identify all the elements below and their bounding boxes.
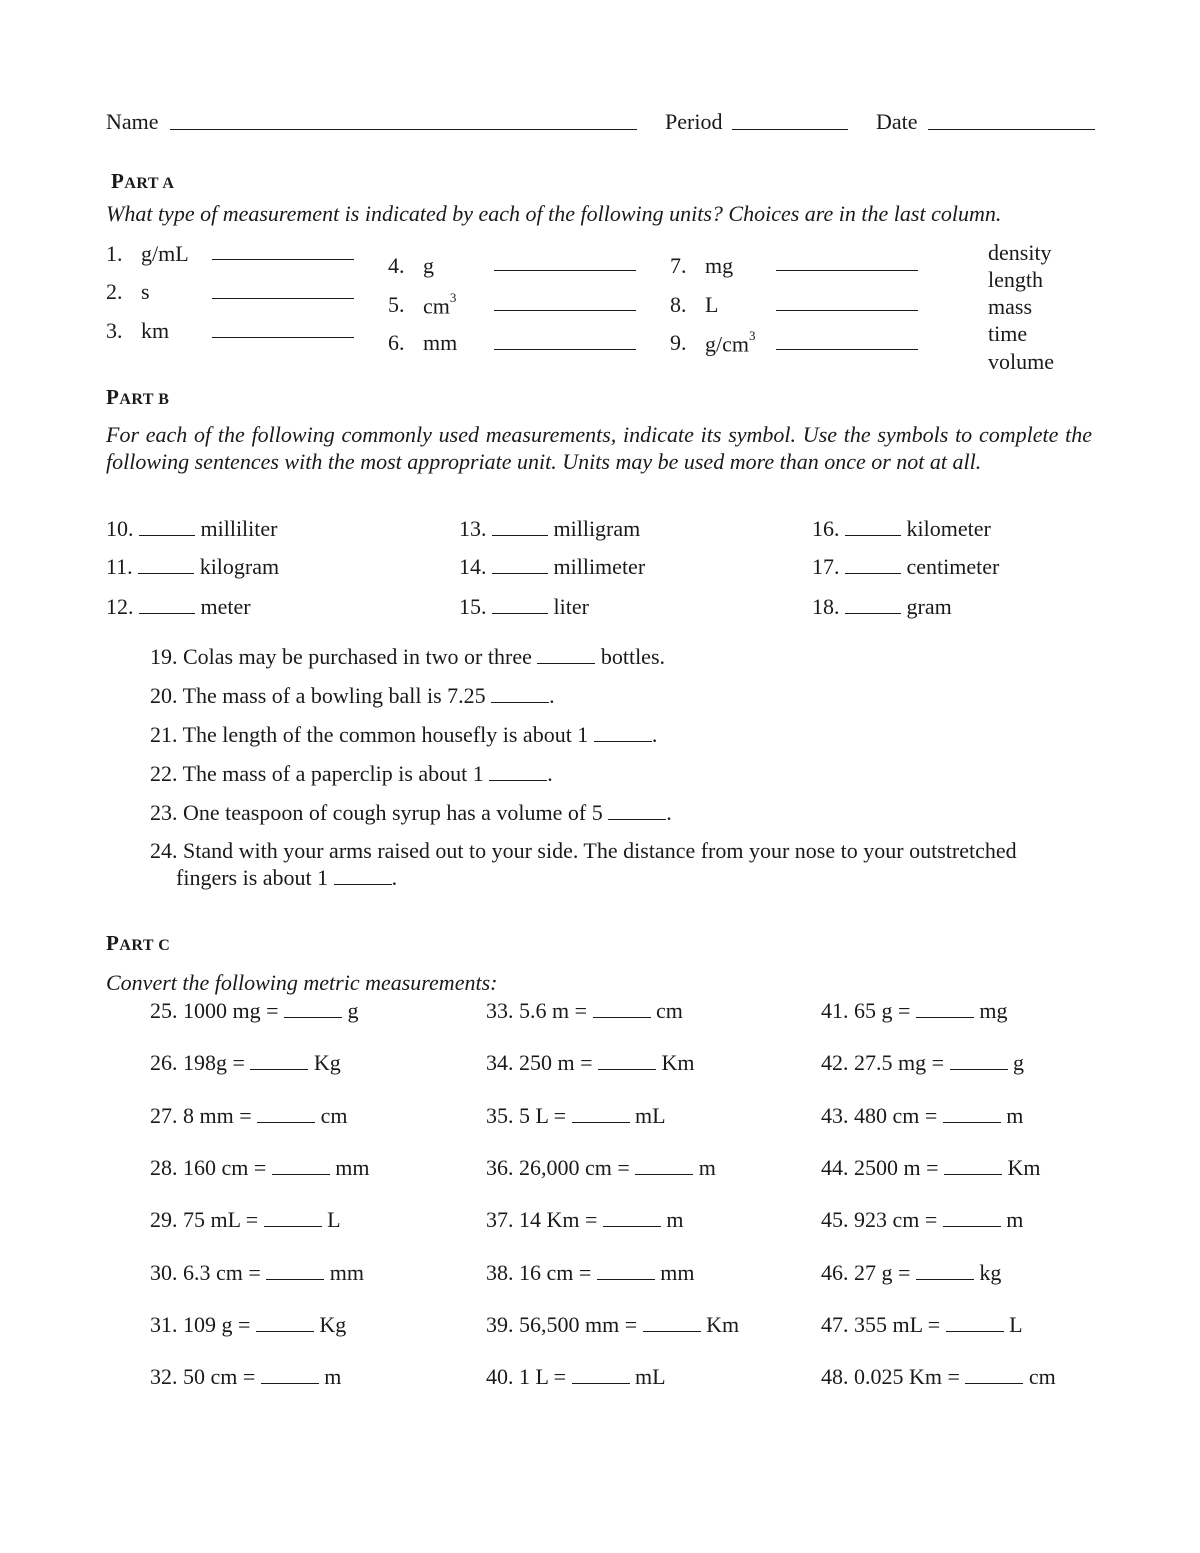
part-a-item-num: 4. xyxy=(388,253,405,278)
conversion-answer-blank[interactable] xyxy=(593,1017,651,1018)
conversion-answer-blank[interactable] xyxy=(572,1383,630,1384)
conversion-answer-blank[interactable] xyxy=(264,1226,322,1227)
part-a-answer-1[interactable] xyxy=(212,259,354,260)
conversion-question: 28. 160 cm = xyxy=(150,1155,267,1180)
symbol-blank[interactable] xyxy=(845,535,901,536)
conversion-unit: m xyxy=(324,1364,342,1389)
symbol-blank[interactable] xyxy=(138,573,194,574)
conversion-answer-blank[interactable] xyxy=(250,1069,308,1070)
conversion-answer-blank[interactable] xyxy=(943,1122,1001,1123)
conversion-question: 35. 5 L = xyxy=(486,1103,567,1128)
part-a-item-unit: L xyxy=(705,292,719,317)
conversion-unit: m xyxy=(698,1155,716,1180)
conversion-answer-blank[interactable] xyxy=(916,1279,974,1280)
sentence-22: 22. The mass of a paperclip is about 1 . xyxy=(150,761,553,786)
conversion-question: 36. 26,000 cm = xyxy=(486,1155,630,1180)
conversion-unit: g xyxy=(1013,1050,1025,1075)
conversion-item xyxy=(486,1157,716,1179)
conversion-answer-blank[interactable] xyxy=(635,1174,693,1175)
part-a-answer-9[interactable] xyxy=(776,349,918,350)
sentence-blank[interactable] xyxy=(537,663,595,664)
conversion-question: 48. 0.025 Km = xyxy=(821,1364,960,1389)
conversion-question: 39. 56,500 mm = xyxy=(486,1312,638,1337)
choice-density: density xyxy=(988,240,1052,265)
part-b-item: 11. kilogram xyxy=(106,554,280,579)
conversion-unit: Km xyxy=(1007,1155,1041,1180)
conversion-question: 27. 8 mm = xyxy=(150,1103,252,1128)
conversion-answer-blank[interactable] xyxy=(261,1383,319,1384)
conversion-question: 30. 6.3 cm = xyxy=(150,1260,261,1285)
choice-volume: volume xyxy=(988,349,1054,374)
conversion-unit: mm xyxy=(660,1260,695,1285)
part-a-item-unit: $g/cm^3$ xyxy=(705,328,756,357)
period-label: Period xyxy=(665,109,723,134)
conversion-unit: g xyxy=(347,998,359,1023)
part-a-item-num: 3. xyxy=(106,318,123,343)
name-label: Name xyxy=(106,109,159,134)
conversion-unit: cm xyxy=(656,998,683,1023)
conversion-item xyxy=(486,1052,695,1074)
part-a-item-unit: g xyxy=(423,253,434,278)
conversion-answer-blank[interactable] xyxy=(944,1174,1002,1175)
conversion-question: 32. 50 cm = xyxy=(150,1364,256,1389)
conversion-question: 33. 5.6 m = xyxy=(486,998,588,1023)
conversion-answer-blank[interactable] xyxy=(603,1226,661,1227)
conversion-item xyxy=(486,1314,739,1336)
conversion-unit: m xyxy=(666,1207,684,1232)
conversion-unit: mm xyxy=(335,1155,370,1180)
conversion-item xyxy=(486,1105,666,1127)
sentence-blank[interactable] xyxy=(491,702,549,703)
conversion-unit: kg xyxy=(979,1260,1002,1285)
conversion-question: 42. 27.5 mg = xyxy=(821,1050,945,1075)
part-a-item-unit: s xyxy=(141,279,150,304)
conversion-unit: Kg xyxy=(313,1050,341,1075)
conversion-answer-blank[interactable] xyxy=(950,1069,1008,1070)
conversion-unit: L xyxy=(327,1207,341,1232)
conversion-answer-blank[interactable] xyxy=(943,1226,1001,1227)
conversion-item xyxy=(821,1209,1023,1231)
conversion-question: 41. 65 g = xyxy=(821,998,911,1023)
choice-mass: mass xyxy=(988,294,1032,319)
conversion-item xyxy=(486,1366,666,1388)
part-b-item: 15. liter xyxy=(459,594,589,619)
conversion-item xyxy=(150,1052,341,1074)
part-b-item: 18. gram xyxy=(812,594,952,619)
sentence-23: 23. One teaspoon of cough syrup has a volume of 5 . xyxy=(150,800,672,825)
conversion-item xyxy=(150,1157,370,1179)
conversion-question: 38. 16 cm = xyxy=(486,1260,592,1285)
conversion-unit: mm xyxy=(329,1260,365,1285)
symbol-blank[interactable] xyxy=(139,613,195,614)
conversion-item xyxy=(486,1262,695,1284)
conversion-answer-blank[interactable] xyxy=(266,1279,324,1280)
conversion-answer-blank[interactable] xyxy=(916,1017,974,1018)
conversion-unit: mL xyxy=(635,1364,666,1389)
sentence-blank[interactable] xyxy=(489,780,547,781)
part-a-item-num: 1. xyxy=(106,241,123,266)
conversion-unit: cm xyxy=(1028,1364,1056,1389)
conversion-item xyxy=(486,1000,683,1022)
conversion-question: 29. 75 mL = xyxy=(150,1207,259,1232)
part-b-item: 16. kilometer xyxy=(812,516,991,541)
name-field[interactable] xyxy=(170,129,637,130)
conversion-question: 25. 1000 mg = xyxy=(150,998,279,1023)
part-a-item-num: 5. xyxy=(388,292,405,317)
part-a-item-unit: g/mL xyxy=(141,241,189,266)
symbol-blank[interactable] xyxy=(139,535,195,536)
choice-length: length xyxy=(988,267,1043,292)
part-a-item-unit: km xyxy=(141,318,170,343)
conversion-item xyxy=(150,1262,364,1284)
conversion-question: 45. 923 cm = xyxy=(821,1207,938,1232)
conversion-question: 43. 480 cm = xyxy=(821,1103,938,1128)
sentence-24-continued: fingers is about 1 . xyxy=(176,865,398,890)
part-a-answer-3[interactable] xyxy=(212,337,354,338)
symbol-blank[interactable] xyxy=(492,535,548,536)
conversion-unit: Km xyxy=(661,1050,695,1075)
part-a-item-num: 6. xyxy=(388,330,405,355)
part-a-answer-6[interactable] xyxy=(494,349,636,350)
sentence-24: 24. Stand with your arms raised out to your side. The distance from your nose to your outstretched xyxy=(150,838,1017,863)
part-c-heading: PART C xyxy=(106,931,171,955)
conversion-answer-blank[interactable] xyxy=(572,1122,630,1123)
part-a-answer-7[interactable] xyxy=(776,270,918,271)
conversion-question: 34. 250 m = xyxy=(486,1050,593,1075)
part-a-item-num: 7. xyxy=(670,253,687,278)
conversion-question: 26. 198g = xyxy=(150,1050,245,1075)
conversion-item xyxy=(821,1262,1001,1284)
conversion-question: 46. 27 g = xyxy=(821,1260,911,1285)
part-a-answer-8[interactable] xyxy=(776,310,918,311)
conversion-item xyxy=(150,1314,346,1336)
symbol-blank[interactable] xyxy=(845,573,901,574)
conversion-unit: L xyxy=(1009,1312,1023,1337)
choice-time: time xyxy=(988,321,1028,346)
part-a-answer-2[interactable] xyxy=(212,298,354,299)
conversion-answer-blank[interactable] xyxy=(965,1383,1023,1384)
conversion-item xyxy=(821,1000,1008,1022)
part-a-item-num: 2. xyxy=(106,279,123,304)
part-b-item: 17. centimeter xyxy=(812,554,1000,579)
part-a-item-num: 8. xyxy=(670,292,687,317)
sentence-blank[interactable] xyxy=(608,819,666,820)
conversion-answer-blank[interactable] xyxy=(256,1331,314,1332)
conversion-question: 40. 1 L = xyxy=(486,1364,567,1389)
symbol-blank[interactable] xyxy=(492,573,548,574)
conversion-item xyxy=(821,1314,1023,1336)
sentence-19: 19. Colas may be purchased in two or three bottles. xyxy=(150,644,666,669)
part-a-item-unit: $cm^3$ xyxy=(423,290,457,319)
period-field[interactable] xyxy=(732,129,848,130)
part-b-item: 10. milliliter xyxy=(106,516,278,541)
conversion-item xyxy=(821,1052,1024,1074)
conversion-answer-blank[interactable] xyxy=(257,1122,315,1123)
part-b-item: 13. milligram xyxy=(459,516,641,541)
sentence-20: 20. The mass of a bowling ball is 7.25 . xyxy=(150,683,555,708)
date-field[interactable] xyxy=(928,129,1095,130)
part-a-item-unit: mg xyxy=(705,253,734,278)
conversion-answer-blank[interactable] xyxy=(272,1174,330,1175)
part-a-instructions: What type of measurement is indicated by each of the following units? Choices are in the last column. xyxy=(106,201,1002,226)
symbol-blank[interactable] xyxy=(845,613,901,614)
part-a-item-num: 9. xyxy=(670,330,687,355)
conversion-answer-blank[interactable] xyxy=(284,1017,342,1018)
part-b-heading: PART B xyxy=(106,385,170,409)
conversion-item xyxy=(821,1105,1023,1127)
conversion-answer-blank[interactable] xyxy=(598,1069,656,1070)
part-b-item: 12. meter xyxy=(106,594,251,619)
conversion-item xyxy=(486,1209,684,1231)
conversion-answer-blank[interactable] xyxy=(643,1331,701,1332)
part-a-answer-5[interactable] xyxy=(494,310,636,311)
date-label: Date xyxy=(876,109,918,134)
conversion-unit: mL xyxy=(635,1103,666,1128)
conversion-item xyxy=(150,1105,348,1127)
conversion-item xyxy=(150,1000,359,1022)
conversion-item xyxy=(150,1209,341,1231)
part-a-heading: PART A xyxy=(111,169,175,193)
conversion-answer-blank[interactable] xyxy=(597,1279,655,1280)
conversion-unit: cm xyxy=(320,1103,348,1128)
conversion-answer-blank[interactable] xyxy=(946,1331,1004,1332)
conversion-unit: m xyxy=(1006,1207,1024,1232)
conversion-unit: Kg xyxy=(319,1312,347,1337)
part-b-item: 14. millimeter xyxy=(459,554,646,579)
conversion-question: 44. 2500 m = xyxy=(821,1155,939,1180)
conversion-question: 47. 355 mL = xyxy=(821,1312,941,1337)
part-c-instructions: Convert the following metric measurements: xyxy=(106,970,498,995)
conversion-item xyxy=(150,1366,341,1388)
sentence-blank[interactable] xyxy=(334,884,392,885)
conversion-unit: mg xyxy=(979,998,1008,1023)
conversion-item xyxy=(821,1157,1041,1179)
sentence-blank[interactable] xyxy=(594,741,652,742)
part-b-instructions: For each of the following commonly used measurements, indicate its symbol. Use the symbols to complete the following sentences with the most appropriate unit. Units may be used more than once or not at all. xyxy=(106,422,1092,474)
conversion-item xyxy=(821,1366,1056,1388)
conversion-unit: m xyxy=(1006,1103,1024,1128)
part-a-answer-4[interactable] xyxy=(494,270,636,271)
conversion-unit: Km xyxy=(706,1312,740,1337)
conversion-question: 31. 109 g = xyxy=(150,1312,251,1337)
sentence-21: 21. The length of the common housefly is about 1 . xyxy=(150,722,658,747)
conversion-question: 37. 14 Km = xyxy=(486,1207,598,1232)
part-a-item-unit: mm xyxy=(423,330,458,355)
symbol-blank[interactable] xyxy=(492,613,548,614)
